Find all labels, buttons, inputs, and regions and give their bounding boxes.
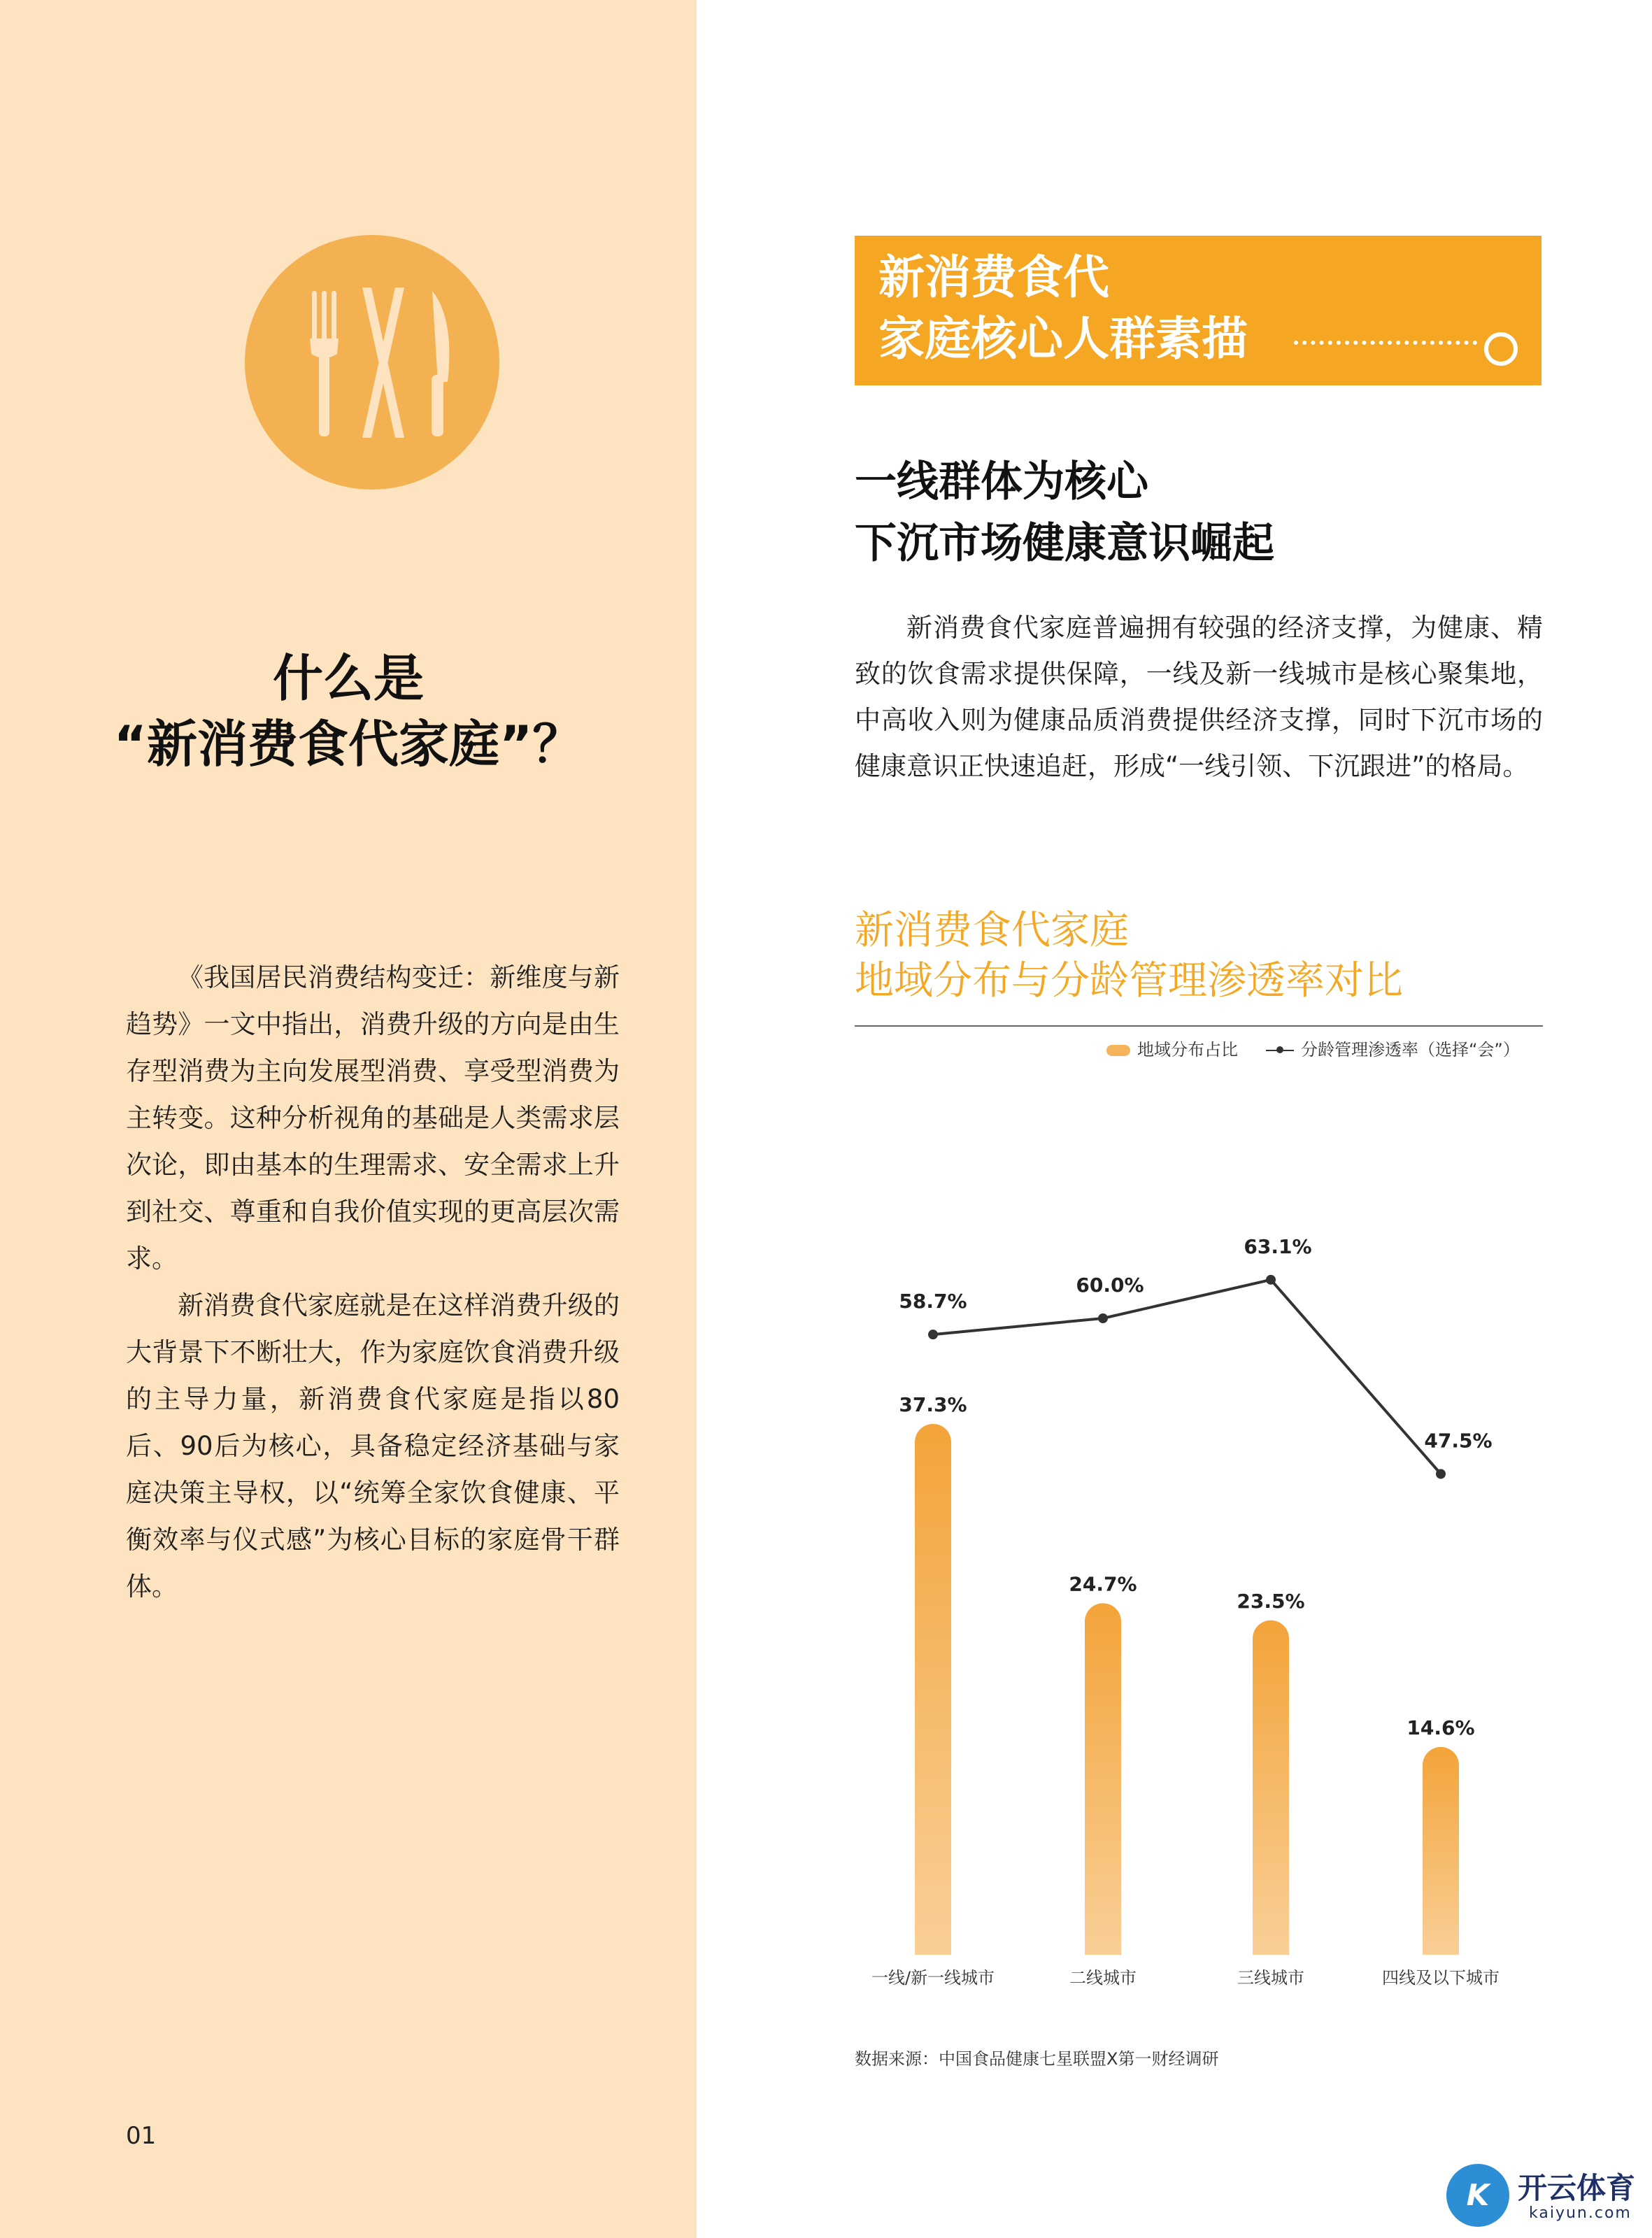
watermark-logo: K [1446,2164,1509,2227]
banner-ring-icon [1484,332,1518,366]
chart-title-line-1: 新消费食代家庭 [855,908,1129,953]
subhead [855,451,1274,574]
line-point-3 [1436,1469,1446,1479]
legend-item-bar [1106,1039,1238,1060]
watermark-brand: 开云体育 [1518,2171,1636,2205]
cutlery-icon [245,235,499,490]
legend-bar-swatch [1106,1045,1130,1056]
banner-line-1: 新消费食代 [878,250,1109,304]
bar-label-0: 37.3% [899,1392,967,1416]
bar-2 [1253,1620,1289,1955]
bar-label-3: 14.6% [1407,1716,1475,1739]
subhead-line-2: 下沉市场健康意识崛起 [855,519,1274,568]
watermark [1446,2164,1649,2227]
chart-title-line-2: 地域分布与分龄管理渗透率对比 [855,958,1403,1004]
line-label-3: 47.5% [1424,1429,1493,1453]
left-body [126,954,620,1610]
bar-label-2: 23.5% [1237,1589,1305,1613]
data-source: 数据来源：中国食品健康七星联盟X第一财经调研 [855,2049,1219,2069]
left-panel [0,0,697,2238]
watermark-domain: kaiyun.com [1529,2204,1632,2222]
category-label-1: 二线城市 [1069,1968,1137,1988]
legend-item-line [1266,1039,1520,1060]
chart [855,1077,1543,2000]
chart-divider [855,1025,1543,1027]
left-paragraph-2: 新消费食代家庭就是在这样消费升级的大背景下不断壮大，作为家庭饮食消费升级的主导力量，新消费食代家庭是指以80后、90后为核心，具备稳定经济基础与家庭决策主导权，以“统筹全家饮食健康、平衡效率与仪式感”为核心目标的家庭骨干群体。 [126,1290,620,1602]
line-series [933,1280,1441,1474]
banner-line-2: 家庭核心人群素描 [878,312,1248,366]
page-number: 01 [126,2122,157,2150]
legend-bar-label: 地域分布占比 [1137,1040,1238,1060]
line-label-2: 63.1% [1244,1234,1312,1258]
chart-title [855,906,1403,1006]
subhead-line-1: 一线群体为核心 [855,457,1148,506]
line-point-0 [928,1330,938,1339]
legend-line-swatch [1266,1050,1294,1051]
left-title-line2: “新消费食代家庭”？ [113,715,583,774]
line-point-2 [1266,1275,1276,1285]
line-label-1: 60.0% [1076,1274,1144,1297]
bar-0 [915,1424,951,1955]
section-banner [855,236,1541,385]
legend-line-label: 分龄管理渗透率（选择“会”） [1301,1040,1520,1060]
category-label-0: 一线/新一线城市 [871,1968,995,1988]
left-paragraph-1: 《我国居民消费结构变迁：新维度与新趋势》一文中指出，消费升级的方向是由生存型消费为主向发展型消费、享受型消费为主转变。这种分析视角的基础是人类需求层次论，即由基本的生理需求、安全需求上升到社交、尊重和自我价值实现的更高层次需求。 [126,962,620,1274]
line-label-0: 58.7% [899,1290,967,1313]
intro-paragraph: 新消费食代家庭普遍拥有较强的经济支撑，为健康、精致的饮食需求提供保障，一线及新一线城市是核心聚集地，中高收入则为健康品质消费提供经济支撑，同时下沉市场的健康意识正快速追赶，形成“一线引领、下沉跟进”的格局。 [855,613,1543,781]
category-label-3: 四线及以下城市 [1382,1968,1500,1988]
category-label-2: 三线城市 [1237,1968,1304,1988]
line-point-1 [1098,1313,1108,1323]
banner-dotted-line [1294,341,1477,345]
bar-1 [1085,1603,1121,1955]
left-title-line1: 什么是 [272,649,424,708]
bar-3 [1423,1747,1459,1955]
bar-label-1: 24.7% [1069,1572,1137,1596]
